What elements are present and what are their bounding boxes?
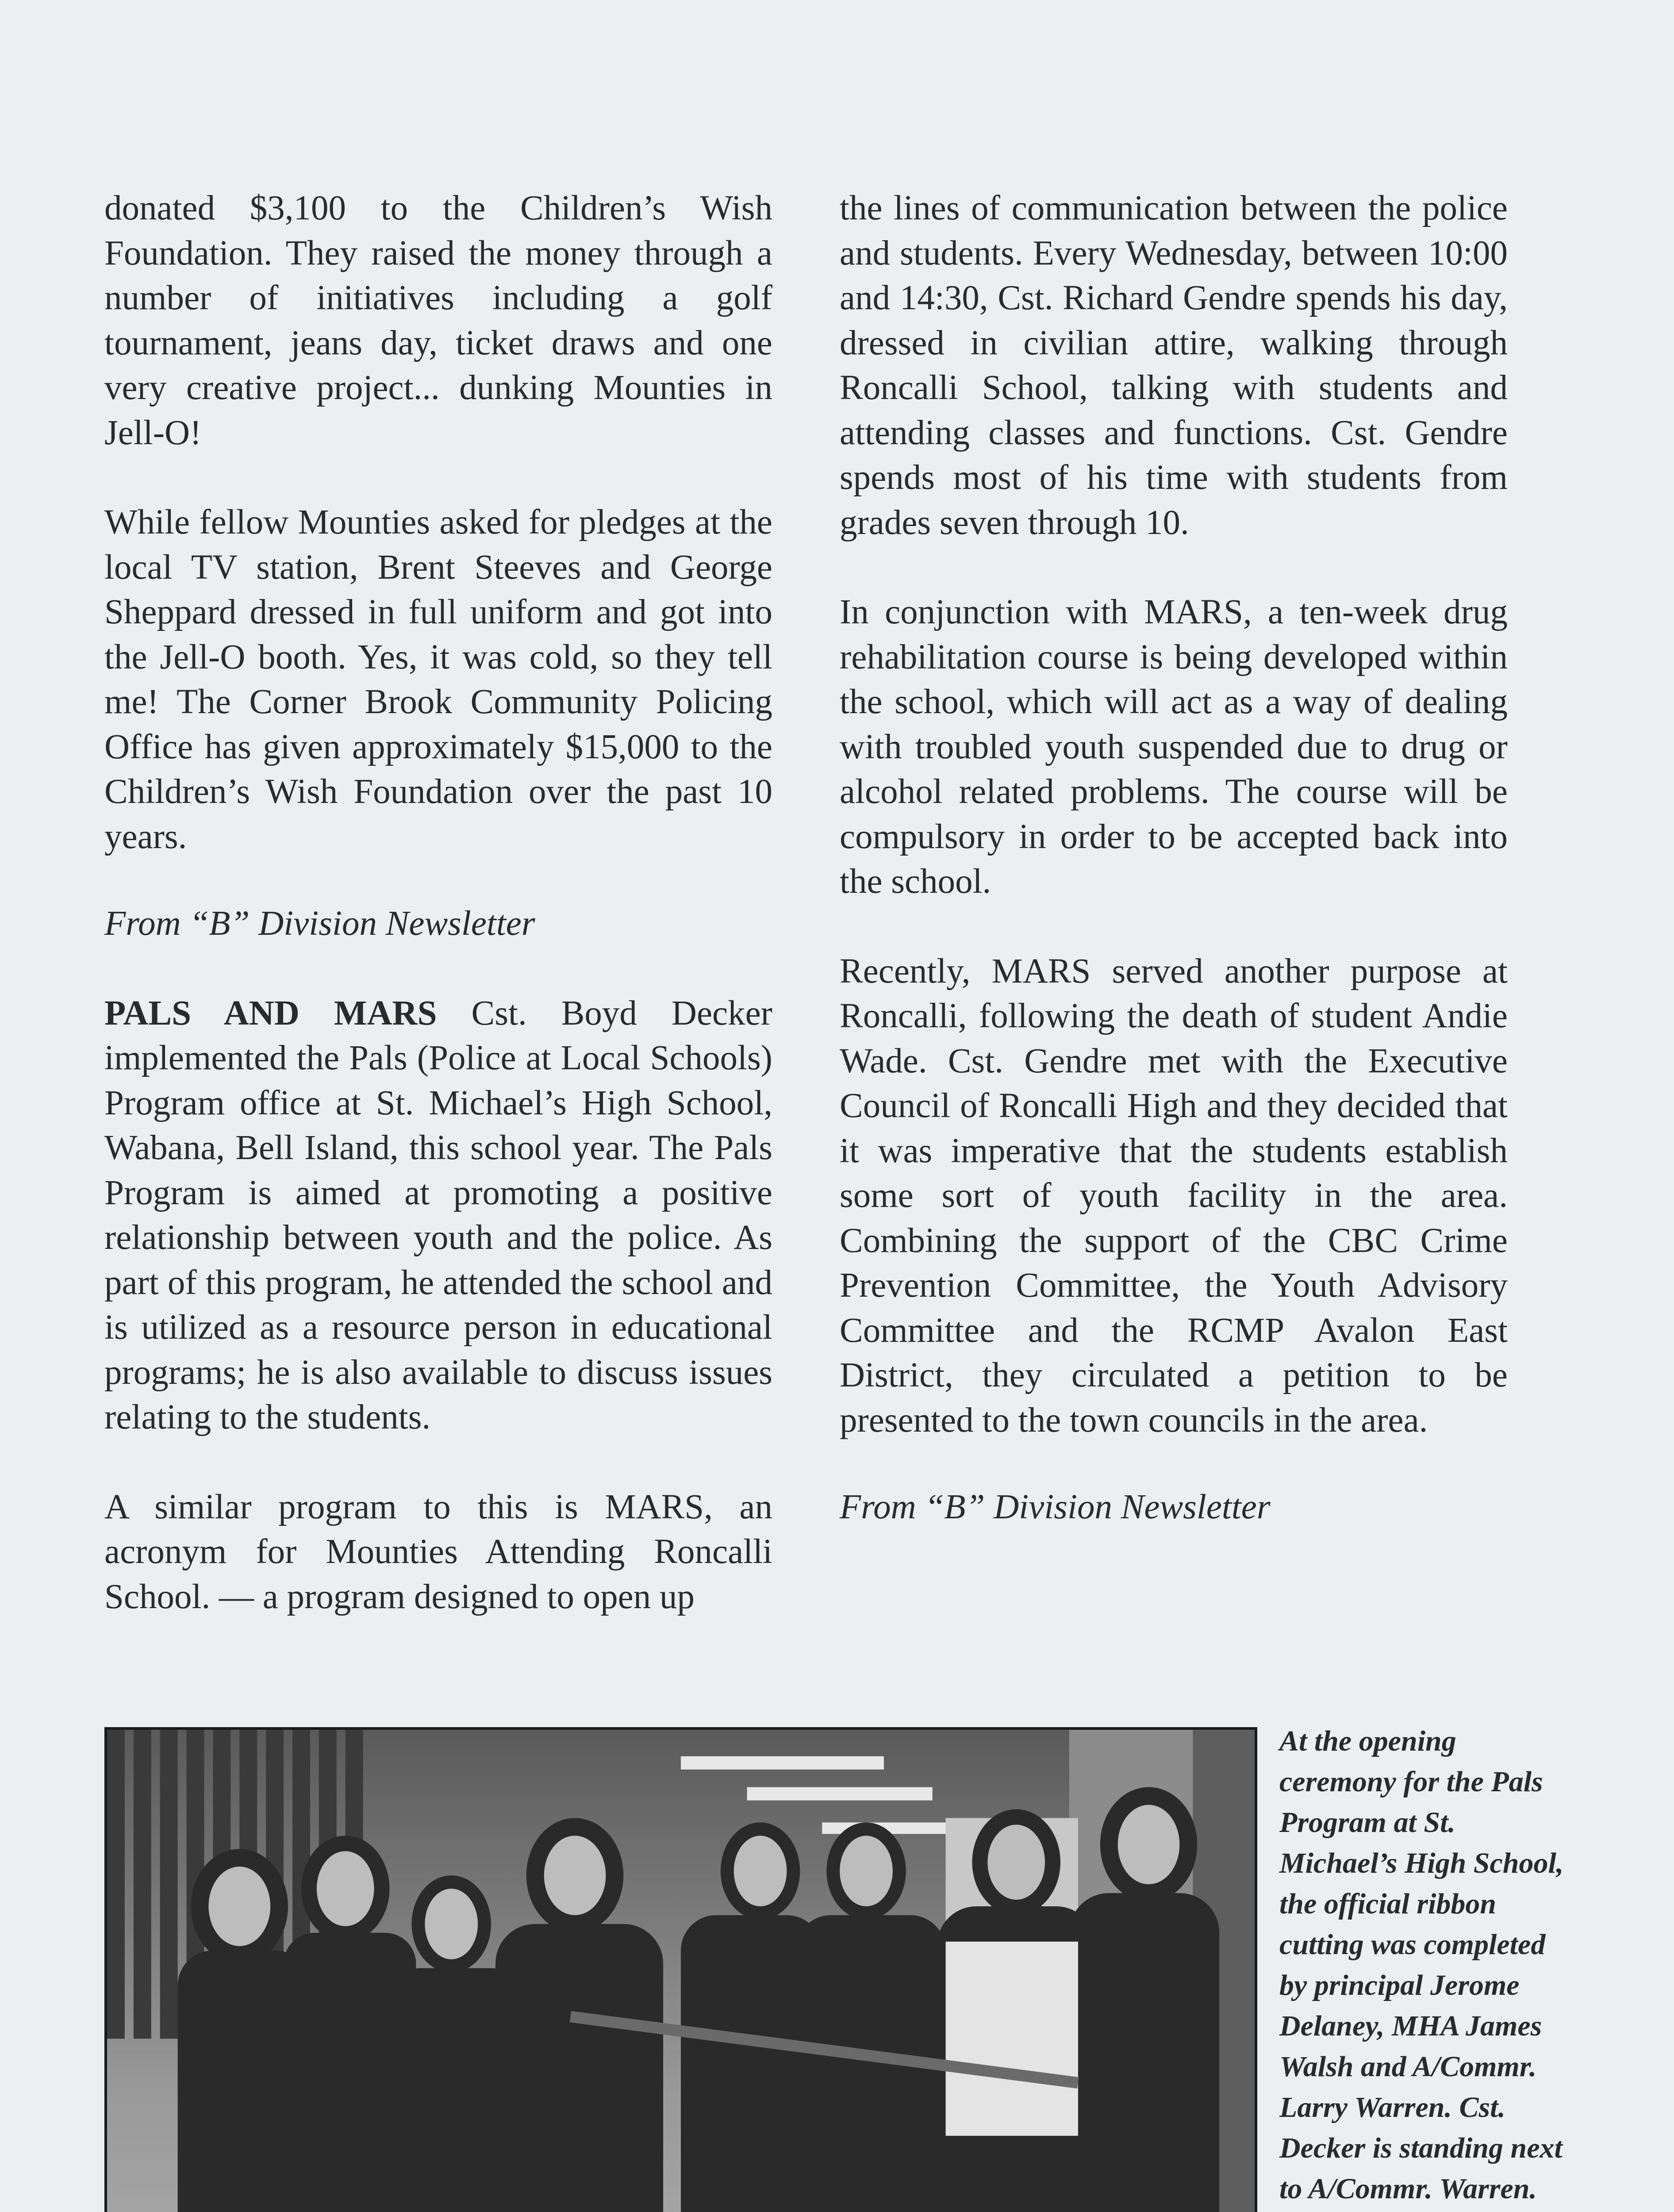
ribbon-cutting-photo: [104, 1727, 1257, 2212]
photo-caption: At the opening ceremony for the Pals Program at St. Michael’s High School, the official ribbon cutting was completed by principal Jerome Delaney, MHA James Walsh and A/Commr. Larry Warren. Cst. Decker is standing next to A/Commr. Warren.: [1279, 1725, 1564, 2205]
group-photo-image: [107, 1730, 1255, 2212]
left-column: [104, 186, 772, 1664]
paragraph: [104, 991, 772, 1440]
paragraph: A similar program to this is MARS, an acronym for Mounties Attending Roncalli School. — a program designed to open up: [104, 1487, 772, 1616]
source-credit: From “B” Division Newsletter: [104, 904, 535, 943]
source-credit: From “B” Division Newsletter: [840, 1488, 1271, 1526]
section-heading: PALS AND MARS: [104, 994, 437, 1033]
paragraph: In conjunction with MARS, a ten-week drug rehabilitation course is being developed within the school, which will act as a way of dealing with troubled youth suspended due to drug or alcohol related problems. The course will be compulsory in order to be accepted back into the school.: [840, 593, 1508, 901]
paragraph: the lines of communication between the police and students. Every Wednesday, between 10:00 and 14:30, Cst. Richard Gendre spends his day, dressed in civilian attire, walking through Roncalli School, talking with students and attending classes and functions. Cst. Gendre spends most of his time with students from grades seven through 10.: [840, 189, 1508, 542]
right-column: [840, 186, 1508, 1575]
paragraph-body: Cst. Boyd Decker implemented the Pals (Police at Local Schools) Program office at St. Michael’s High School, Wabana, Bell Island, this school year. The Pals Program is aimed at promoting a positive relationship between youth and the police. As part of this program, he attended the school and is utilized as a resource person in educational programs; he is also available to discuss issues relating to the students.: [104, 994, 772, 1436]
paragraph: donated $3,100 to the Children’s Wish Foundation. They raised the money through a number of initiatives including a golf tournament, jeans day, ticket draws and one very creative project... dunking Mounties in Jell-O!: [104, 189, 772, 452]
paragraph: While fellow Mounties asked for pledges at the local TV station, Brent Steeves and George Sheppard dressed in full uniform and got into the Jell-O booth. Yes, it was cold, so they tell me! The Corner Brook Community Policing Office has given approximately $15,000 to the Children’s Wish Foundation over the past 10 years.: [104, 503, 772, 856]
paragraph: Recently, MARS served another purpose at Roncalli, following the death of student Andie Wade. Cst. Gendre met with the Executive Council of Roncalli High and they decided that it was imperative that the students establish some sort of youth facility in the area. Combining the support of the CBC Crime Prevention Committee, the Youth Advisory Committee and the RCMP Avalon East District, they circulated a petition to be presented to the town councils in the area.: [840, 952, 1508, 1440]
